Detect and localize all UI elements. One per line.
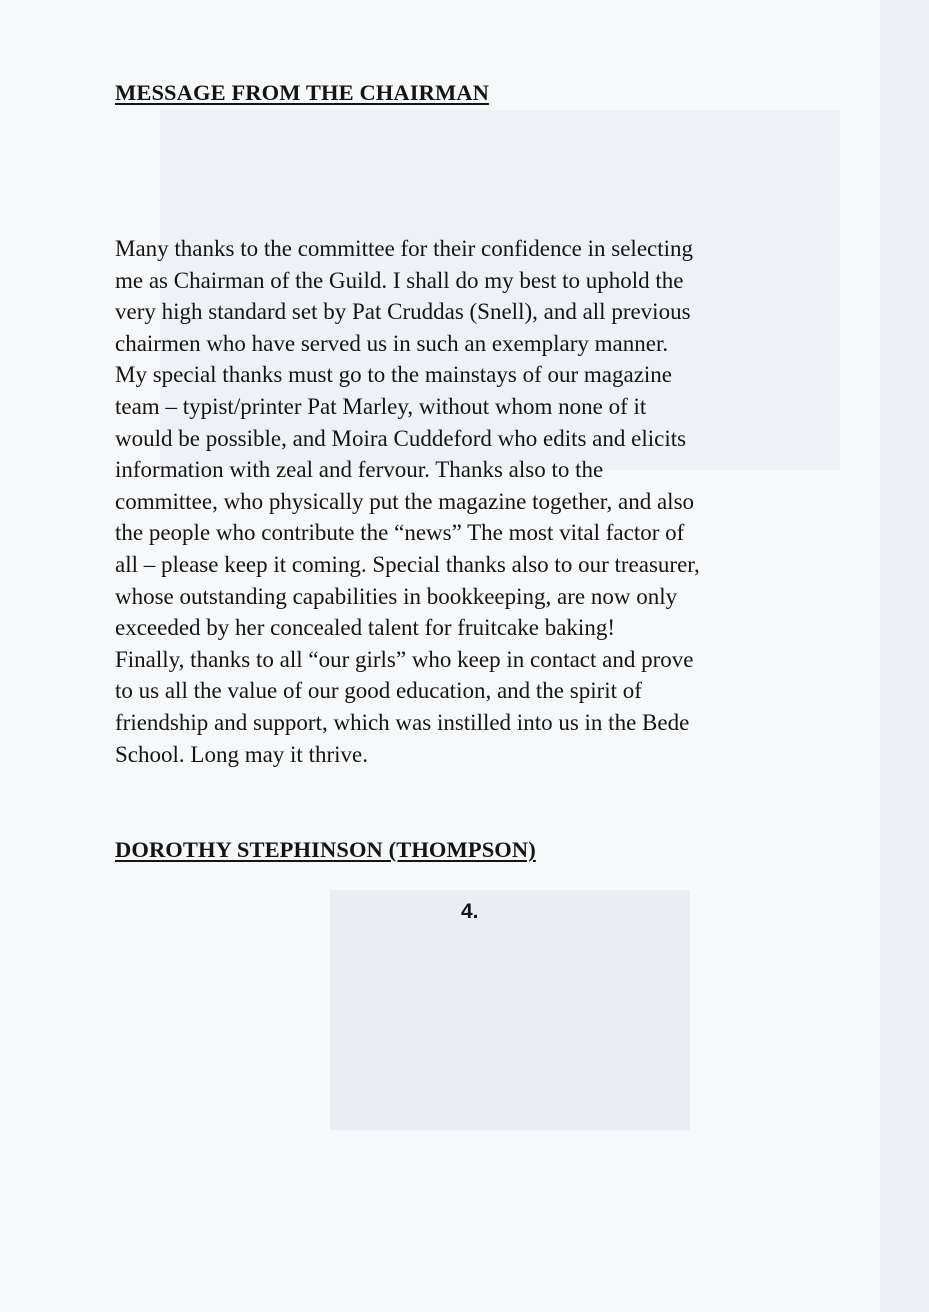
body-line: team – typist/printer Pat Marley, without whom none of it [115, 393, 647, 419]
body-line: would be possible, and Moira Cuddeford who edits and elicits [115, 425, 687, 451]
body-line: very high standard set by Pat Cruddas (Snell), and all previous [115, 299, 691, 325]
body-line: chairmen who have served us in such an exemplary manner. [115, 330, 669, 356]
body-line: to us all the value of our good education, and the spirit of [115, 678, 642, 704]
body-line: exceeded by her concealed talent for fruitcake baking! [115, 615, 615, 641]
body-line: School. Long may it thrive. [115, 741, 368, 767]
body-line: My special thanks must go to the mainstays of our magazine [115, 362, 672, 388]
body-line: Finally, thanks to all “our girls” who keep in contact and prove [115, 646, 694, 672]
body-line: friendship and support, which was instilled into us in the Bede [115, 709, 690, 735]
show-through-bleed [330, 890, 690, 1130]
body-line: the people who contribute the “news” The most vital factor of [115, 520, 685, 546]
body-line: whose outstanding capabilities in bookkeeping, are now only [115, 583, 678, 609]
body-line: committee, who physically put the magazine together, and also [115, 488, 695, 514]
page-edge-shadow [880, 0, 929, 1312]
page-title: MESSAGE FROM THE CHAIRMAN [115, 80, 489, 105]
body-line: Many thanks to the committee for their confidence in selecting [115, 236, 694, 261]
page-number: 4. [461, 900, 479, 923]
body-line: information with zeal and fervour. Thanks also to the [115, 457, 604, 483]
body-line: all – please keep it coming. Special thanks also to our treasurer, [115, 551, 700, 577]
signature-heading: DOROTHY STEPHINSON (THOMPSON) [115, 837, 536, 862]
message-body [115, 233, 835, 770]
body-line: me as Chairman of the Guild. I shall do my best to uphold the [115, 267, 684, 293]
